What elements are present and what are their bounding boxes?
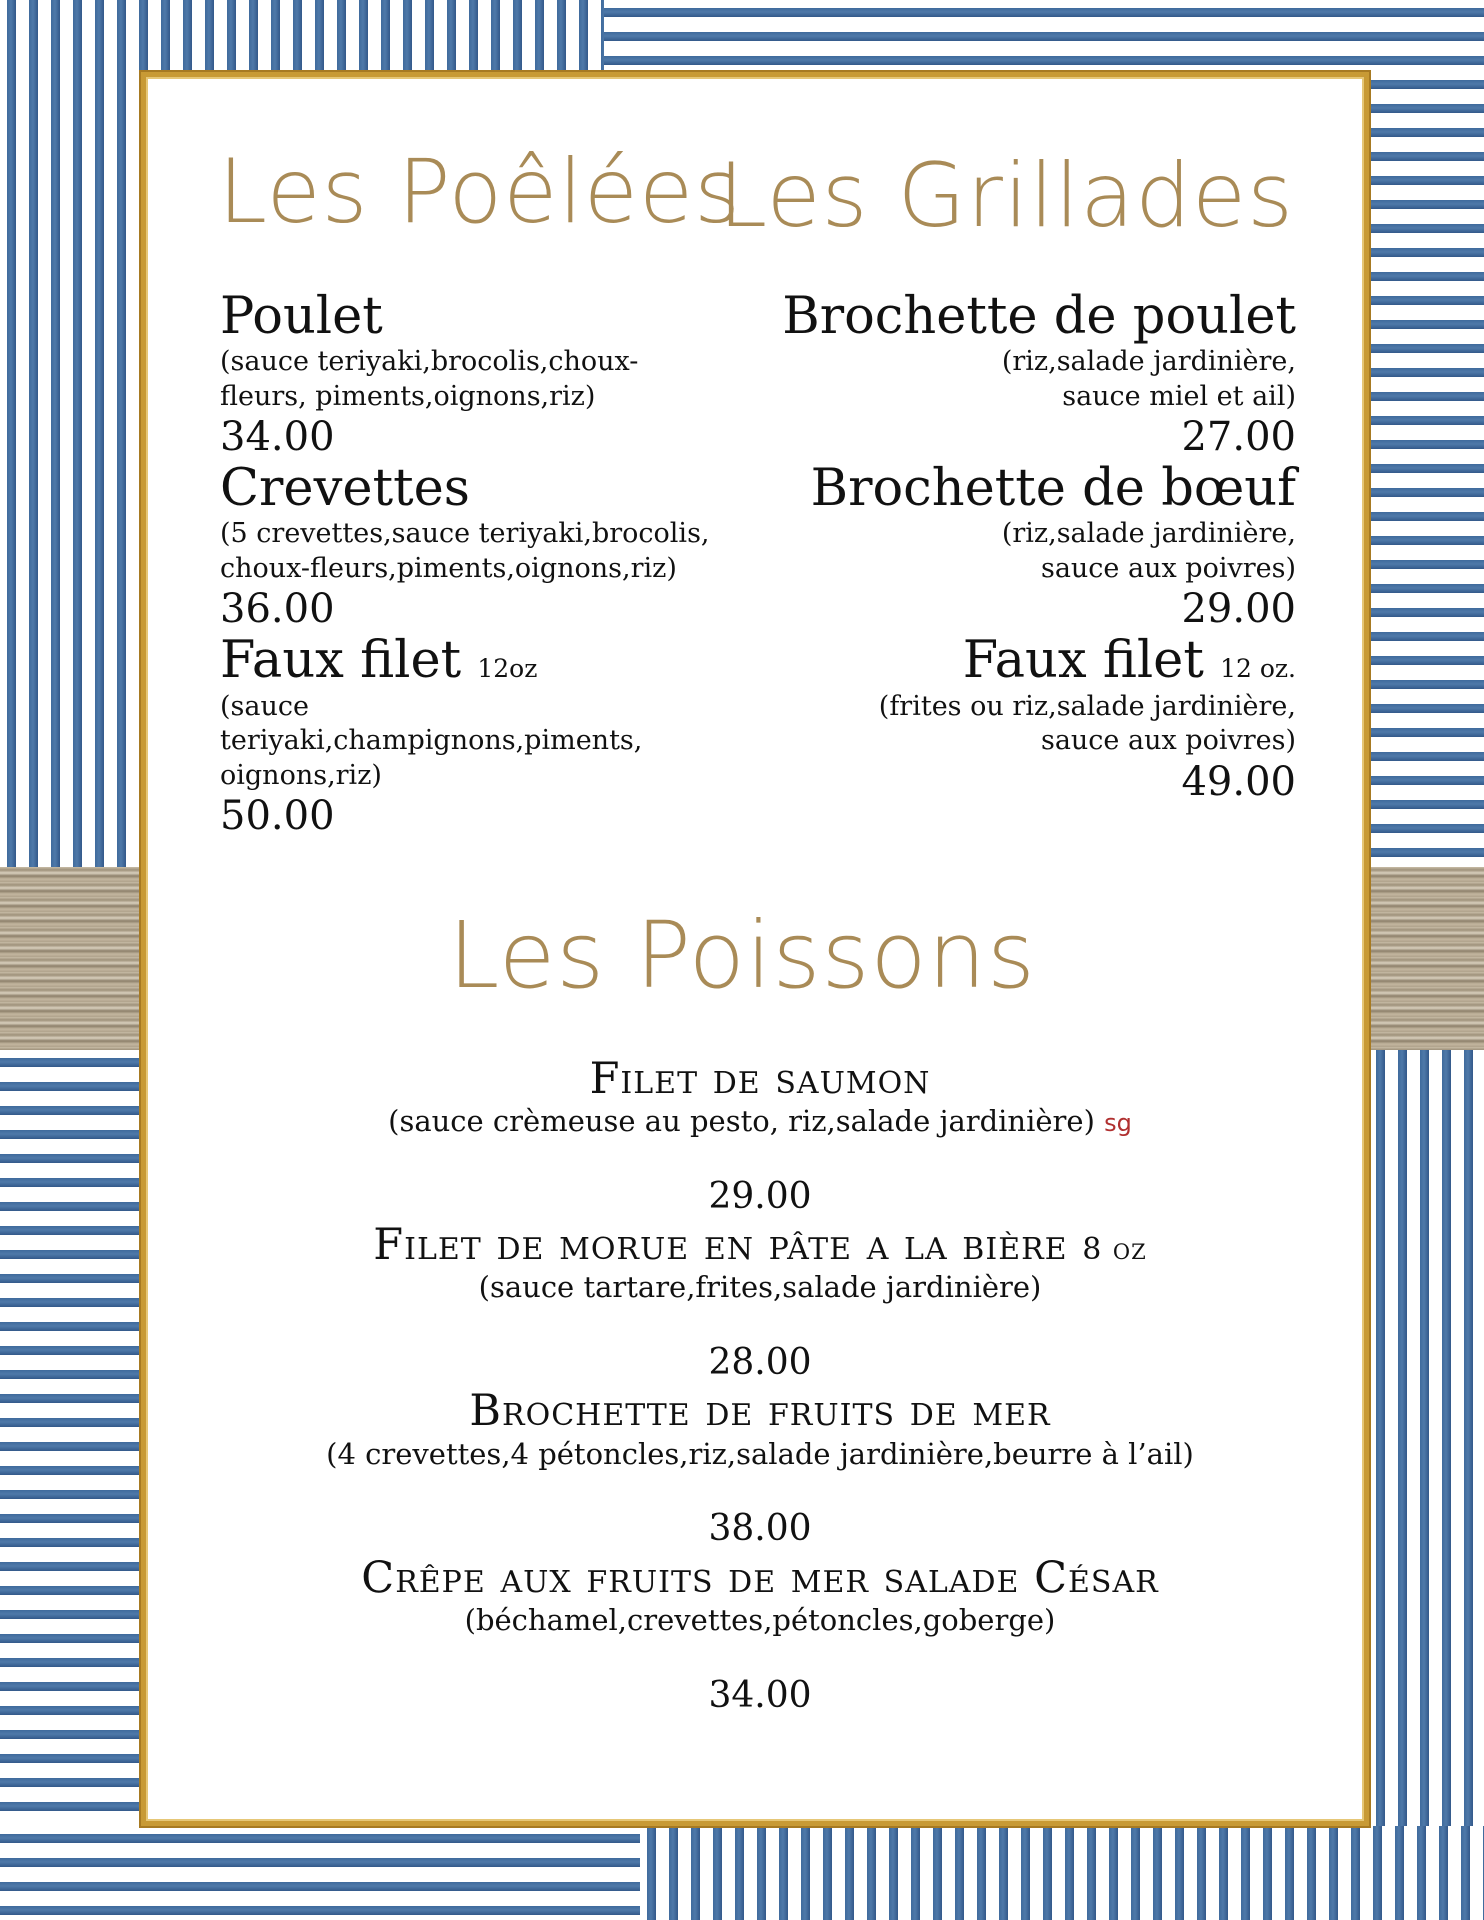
section-title-poelees: Les Poêlées	[218, 140, 741, 243]
dish-unit: 12oz	[477, 654, 538, 684]
dish-description-line: (frites ou riz,salade jardinière,	[878, 690, 1296, 722]
dish-name: Brochette de bœuf	[810, 459, 1296, 519]
stripe-panel-bottom-right	[640, 1826, 1484, 1920]
dish-name: Faux filet	[962, 631, 1204, 691]
dish-filet-saumon	[200, 1056, 1320, 1218]
dish-faux-filet-grille	[760, 632, 1296, 804]
dish-price: 34.00	[708, 1674, 812, 1716]
dish-description-line: (riz,salade jardinière,	[1001, 518, 1296, 550]
stripe-panel-left-lower	[0, 1050, 141, 1920]
dish-name: Filet de saumon	[589, 1054, 931, 1104]
stripe-panel-top-right	[604, 0, 1484, 72]
dish-name: Brochette de poulet	[782, 287, 1296, 346]
dish-brochette-poulet	[760, 288, 1296, 460]
dish-crepe-fruits-de-mer	[200, 1552, 1320, 1717]
poelees-list	[220, 288, 720, 839]
dish-description-line: sauce miel et ail)	[1062, 380, 1296, 412]
dish-description: (4 crevettes,4 pétoncles,riz,salade jardinière,beurre à l’ail)	[326, 1436, 1194, 1471]
dish-description: (5 crevettes,sauce teriyaki,brocolis, choux-fleurs,piments,oignons,riz)	[220, 518, 710, 584]
dish-description-line: sauce aux poivres)	[1040, 725, 1296, 757]
dish-brochette-fruits-de-mer	[200, 1388, 1320, 1550]
dish-name: Crêpe aux fruits de mer salade César	[361, 1552, 1159, 1603]
dish-description: (sauce teriyaki,champignons,piments, oignons,riz)	[220, 690, 643, 791]
dish-poulet	[220, 288, 720, 460]
dish-name-row	[760, 632, 1296, 689]
stripe-panel-right-upper	[1369, 72, 1484, 867]
dish-description: (béchamel,crevettes,pétoncles,goberge)	[464, 1602, 1056, 1637]
stripe-panel-bottom-left	[0, 1826, 640, 1920]
dish-price: 50.00	[220, 793, 335, 840]
dish-name-row	[220, 632, 720, 689]
dish-filet-morue	[200, 1222, 1320, 1384]
dish-description-row	[200, 1103, 1320, 1141]
dish-price: 36.00	[220, 586, 335, 633]
grillades-list	[760, 288, 1296, 805]
dish-price: 27.00	[1181, 414, 1296, 461]
dish-faux-filet	[220, 632, 720, 839]
stripe-panel-top-left	[0, 0, 604, 72]
dish-description: (sauce crèmeuse au pesto, riz,salade jardinière)	[388, 1104, 1095, 1139]
dish-name: Filet de morue en pâte a la bière	[373, 1220, 1068, 1271]
poissons-list	[200, 1056, 1320, 1717]
section-title-poissons: Les Poissons	[448, 902, 1036, 1009]
dish-price: 34.00	[220, 414, 335, 461]
dish-unit: 12 oz.	[1220, 654, 1296, 684]
dish-price: 29.00	[1181, 586, 1296, 633]
dish-description-line: (riz,salade jardinière,	[1001, 346, 1296, 378]
dish-price: 49.00	[1181, 758, 1296, 805]
dish-tag: sg	[1104, 1109, 1132, 1138]
dish-unit: 8 oz	[1082, 1232, 1147, 1268]
dish-description: (sauce tartare,frites,salade jardinière)	[478, 1270, 1042, 1305]
dish-name: Crevettes	[220, 459, 470, 519]
dish-price: 28.00	[708, 1342, 812, 1384]
dish-name-row	[200, 1222, 1320, 1269]
stripe-panel-left-upper	[0, 72, 141, 867]
dish-brochette-boeuf	[760, 460, 1296, 632]
dish-name: Faux filet	[220, 631, 462, 691]
dish-description-line: sauce aux poivres)	[1040, 552, 1296, 584]
dish-crevettes	[220, 460, 720, 632]
dish-name: Brochette de fruits de mer	[469, 1386, 1051, 1437]
dish-description: (sauce teriyaki,brocolis,choux-fleurs, piments,oignons,riz)	[220, 346, 639, 412]
section-title-grillades: Les Grillades	[718, 144, 1294, 247]
dish-name: Poulet	[220, 287, 383, 346]
stripe-panel-right-lower	[1369, 1050, 1484, 1920]
dish-price: 38.00	[708, 1508, 812, 1550]
dish-price: 29.00	[708, 1175, 812, 1217]
